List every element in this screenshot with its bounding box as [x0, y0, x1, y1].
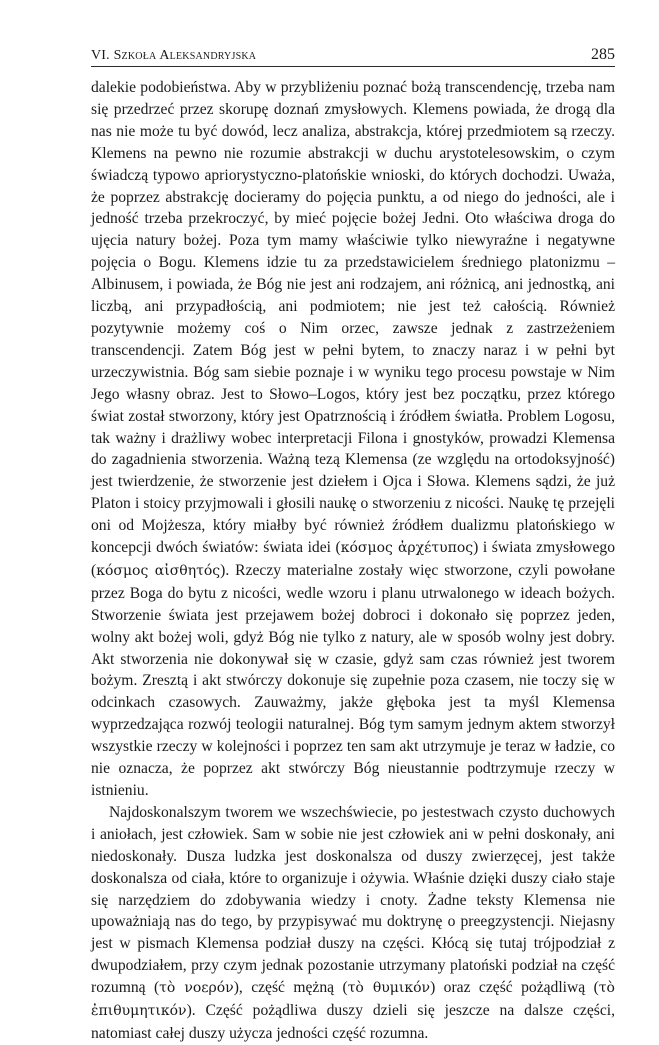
- body-text: [91, 77, 615, 1045]
- paragraph-1: [91, 77, 615, 802]
- text-segment: dalekie podobieństwa. Aby w przybliżeniu poznać bożą transcendencję, trzeba nam się przedrzeć przez skorupę doznań zmysłowych. Klemens powiada, że drogą dla nas nie może tu być dowód, lecz analiza, abstrakcja, której przedmiotem są rzeczy. Klemens na pewno nie rozumie abstrakcji w duchu arystotelesowskim, o czym świadczą typowo apriorystyczno-platońskie wnioski, do których dochodzi. Uważa, że poprzez abstrakcję docieramy do pojęcia punktu, a od niego do jedności, ale i jedność trzeba przekroczyć, by mieć pojęcie bożej Jedni. Oto właściwa droga do ujęcia natury bożej. Poza tym mamy właściwie tylko niewyraźne i negatywne pojęcia o Bogu. Klemens idzie tu za przedstawicielem średniego platonizmu – Albinusem, i powiada, że Bóg nie jest ani rodzajem, ani różnicą, ani jednostką, ani liczbą, ani przypadłością, ani podmiotem; nie jest też całością. Również pozytywnie możemy coś o Nim orzec, zawsze jednak z zastrzeżeniem transcendencji. Zatem Bóg jest w pełni bytem, to znaczy naraz i w pełni byt urzeczywistnia. Bóg sam siebie poznaje i w wyniku tego procesu powstaje w Nim Jego własny obraz. Jest to Słowo–Logos, który jest bez początku, przez którego świat został stworzony, który jest Opatrznością i źródłem światła. Problem Logosu, tak ważny i drażliwy wobec interpretacji Filona i gnostyków, prowadzi Klemensa do zagadnienia stworzenia. Ważną tezą Klemensa (ze względu na ortodoksyjność) jest twierdzenie, że stworzenie jest dziełem i Ojca i Słowa. Klemens sądzi, że już Platon i stoicy przyjmowali i głosili naukę o stworzeniu z nicości. Naukę tę przejęli oni od Mojżesza, który miałby być również źródłem dualizmu platońskiego w koncepcji dwóch światów: świata idei (: [91, 79, 615, 557]
- text-segment: ). Część pożądliwa duszy dzieli się jeszcze na dalsze części, natomiast całej duszy użycza jedności część rozumna.: [91, 1002, 615, 1042]
- text-segment: ) oraz część pożądliwą (: [430, 979, 599, 997]
- paragraph-2: [91, 802, 615, 1045]
- greek-term-noeron: τὸ νοερόν: [159, 980, 234, 997]
- text-segment: Najdoskonalszym tworem we wszechświecie, po jestestwach czysto duchowych i aniołach, jest człowiek. Sam w sobie nie jest człowiek ani w pełni doskonały, ani niedoskonały. Dusza ludzka jest doskonalsza od duszy zwierzęcej, jest także doskonalsza od ciała, które to organizuje i ożywia. Właśnie dzięki duszy ciało staje się narzędziem do zdobywania wiedzy i cnoty. Żadne teksty Klemensa nie upoważniają nas do tego, by przypisywać mu doktrynę o preegzystencji. Niejasny jest w pismach Klemensa podział duszy na części. Kłócą się tutaj trójpodział z dwupodziałem, przy czym jednak pozostanie utrzymany platoński podział na część rozumną (: [91, 803, 615, 997]
- greek-term-kosmos-aisthetos: κόσμος αἰσθητός: [96, 562, 221, 579]
- text-segment: ). Rzeczy materialne zostały więc stworzone, czyli powołane przez Boga do bytu z nicości, wedle wzoru i planu utrwalonego w ideach bożych. Stworzenie świata jest przejawem bożej dobroci i dokonało się poprzez jeden, wolny akt bożej woli, gdyż Bóg nie tylko z natury, ale w sposób wolny jest dobry. Akt stworzenia nie dokonywał się w czasie, gdyż sam czas również jest tworem bożym. Zresztą i akt stwórczy dokonuje się zupełnie poza czasem, nie toczy się w odcinkach czasowych. Zauważmy, jakże głęboka jest ta myśl Klemensa wyprzedzająca rozwój teologii naturalnej. Bóg tym samym jednym aktem stworzył wszystkie rzeczy w kolejności i poprzez ten sam akt utrzymuje je teraz w ładzie, co nie oznacza, że poprzez akt stwórczy Bóg nieustannie podtrzymuje rzeczy w istnieniu.: [91, 561, 615, 799]
- running-header: [91, 42, 615, 67]
- text-segment: ), część mężną (: [233, 979, 348, 997]
- greek-term-epithymetikon: τὸ ἐπιθυμητικόν: [91, 980, 615, 1020]
- page-number: 285: [591, 46, 615, 63]
- greek-term-kosmos-archetypos: κόσμος ἀρχέτυπος: [340, 540, 474, 557]
- greek-term-thymikon: τὸ θυμικόν: [347, 980, 431, 997]
- text-segment: ) i świata zmysłowego (: [91, 539, 615, 579]
- chapter-title: VI. Szkoła Aleksandryjska: [91, 48, 257, 63]
